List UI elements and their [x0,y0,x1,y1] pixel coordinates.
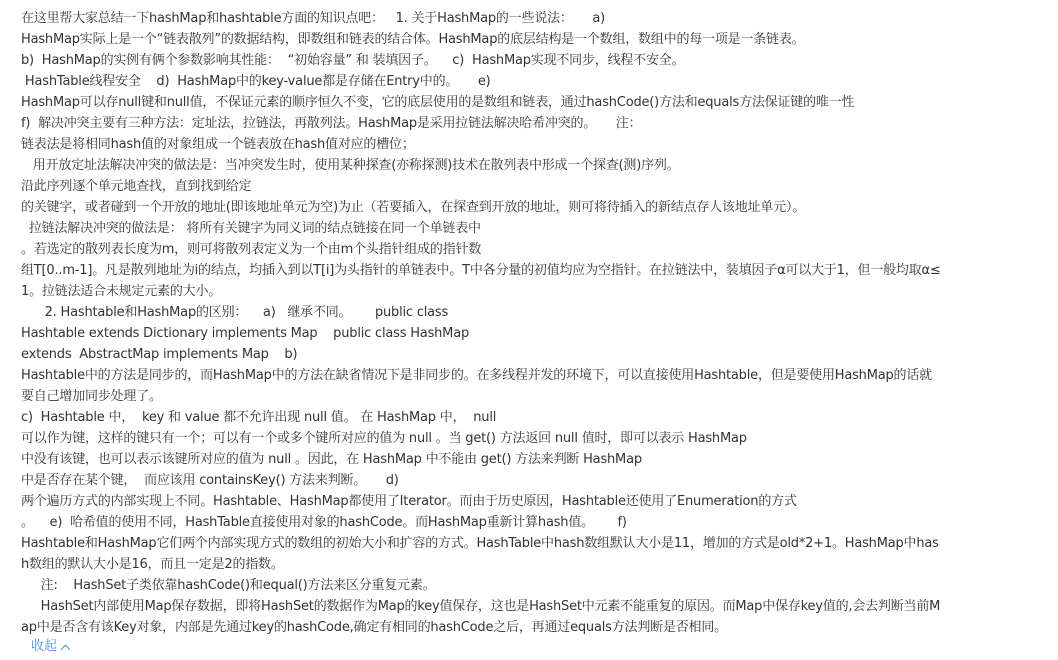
text-line: 用开放定址法解决冲突的做法是：当冲突发生时，使用某种探查(亦称探测)技术在散列表中形成一个探查(测)序列。 [21,158,680,173]
text-line: 拉链法解决冲突的做法是： 将所有关键字为同义词的结点链接在同一个单链表中 [21,221,481,236]
text-line: HashMap可以存null键和null值，不保证元素的顺序恒久不变，它的底层使用的是数组和链表，通过hashCode()方法和equals方法保证键的唯一性 [21,95,855,110]
collapse-button[interactable] [31,637,69,657]
text-line: 2. Hashtable和HashMap的区别： a) 继承不同。 public class [21,305,449,320]
text-line: HashSet内部使用Map保存数据，即将HashSet的数据作为Map的key值保存，这也是HashSet中元素不能重复的原因。而Map中保存key值的,会去判断当前M [21,599,941,614]
text-line: Hashtable中的方法是同步的，而HashMap中的方法在缺省情况下是非同步的。在多线程并发的环境下，可以直接使用Hashtable，但是要使用HashMap的话就 [21,368,932,383]
text-line: 中是否存在某个键， 而应该用 containsKey() 方法来判断。 d) [21,473,399,488]
text-line: 中没有该键，也可以表示该键所对应的值为 null 。因此，在 HashMap 中不能由 get() 方法来判断 HashMap [21,452,642,467]
text-line: f) 解决冲突主要有三种方法：定址法，拉链法，再散列法。HashMap是采用拉链法解决哈希冲突的。 注： [21,116,642,131]
text-line: 组T[0..m-1]。凡是散列地址为i的结点，均插入到以T[i]为头指针的单链表中。T中各分量的初值均应为空指针。在拉链法中，装填因子α可以大于1，但一般均取α≤ [21,263,941,278]
text-line: c) Hashtable 中， key 和 value 都不允许出现 null 值。 在 HashMap 中， null [21,410,497,425]
text-line: Hashtable extends Dictionary implements Map public class HashMap [21,326,470,341]
text-line: 在这里帮大家总结一下hashMap和hashtable方面的知识点吧： 1. 关于HashMap的一些说法： a) [21,11,606,26]
text-line: 可以作为键，这样的键只有一个；可以有一个或多个键所对应的值为 null 。当 get() 方法返回 null 值时，即可以表示 HashMap [21,431,747,446]
text-line: 两个遍历方式的内部实现上不同。Hashtable、HashMap都使用了Iterator。而由于历史原因，Hashtable还使用了Enumeration的方式 [21,494,797,509]
text-line: HashTable线程安全 d) HashMap中的key-value都是存储在Entry中的。 e) [21,74,491,89]
text-line: ap中是否含有该Key对象，内部是先通过key的hashCode,确定有相同的hashCode之后，再通过equals方法判断是否相同。 [21,620,727,635]
text-line: 链表法是将相同hash值的对象组成一个链表放在hash值对应的槽位； [21,137,415,152]
text-line: 。若选定的散列表长度为m，则可将散列表定义为一个由m个头指针组成的指针数 [21,242,482,257]
text-line: 的关键字，或者碰到一个开放的地址(即该地址单元为空)为止（若要插入，在探查到开放的地址，则可将待插入的新结点存人该地址单元）。 [21,200,806,215]
text-line: 要自己增加同步处理了。 [21,389,162,404]
text-line: 1。拉链法适合未规定元素的大小。 [21,284,222,299]
text-line: Hashtable和HashMap它们两个内部实现方式的数组的初始大小和扩容的方式。HashTable中hash数组默认大小是11，增加的方式是old*2+1。HashMap中has [21,536,939,551]
text-line: 注: HashSet子类依靠hashCode()和equal()方法来区分重复元素。 [21,578,436,593]
text-line: extends AbstractMap implements Map b) [21,347,298,362]
chevron-up-icon [61,644,71,654]
text-line: h数组的默认大小是16，而且一定是2的指数。 [21,557,284,572]
text-line: 沿此序列逐个单元地查找，直到找到给定 [21,179,252,194]
text-line: b) HashMap的实例有俩个参数影响其性能： “初始容量” 和 装填因子。 c) HashMap实现不同步，线程不安全。 [21,53,685,68]
collapse-label: 收起 [31,639,58,654]
text-line: 。 e) 哈希值的使用不同，HashTable直接使用对象的hashCode。而HashMap重新计算hash值。 f) [21,515,627,530]
text-line: HashMap实际上是一个“链表散列”的数据结构，即数组和链表的结合体。HashMap的底层结构是一个数组，数组中的每一项是一条链表。 [21,32,805,47]
answer-text [21,8,1051,638]
